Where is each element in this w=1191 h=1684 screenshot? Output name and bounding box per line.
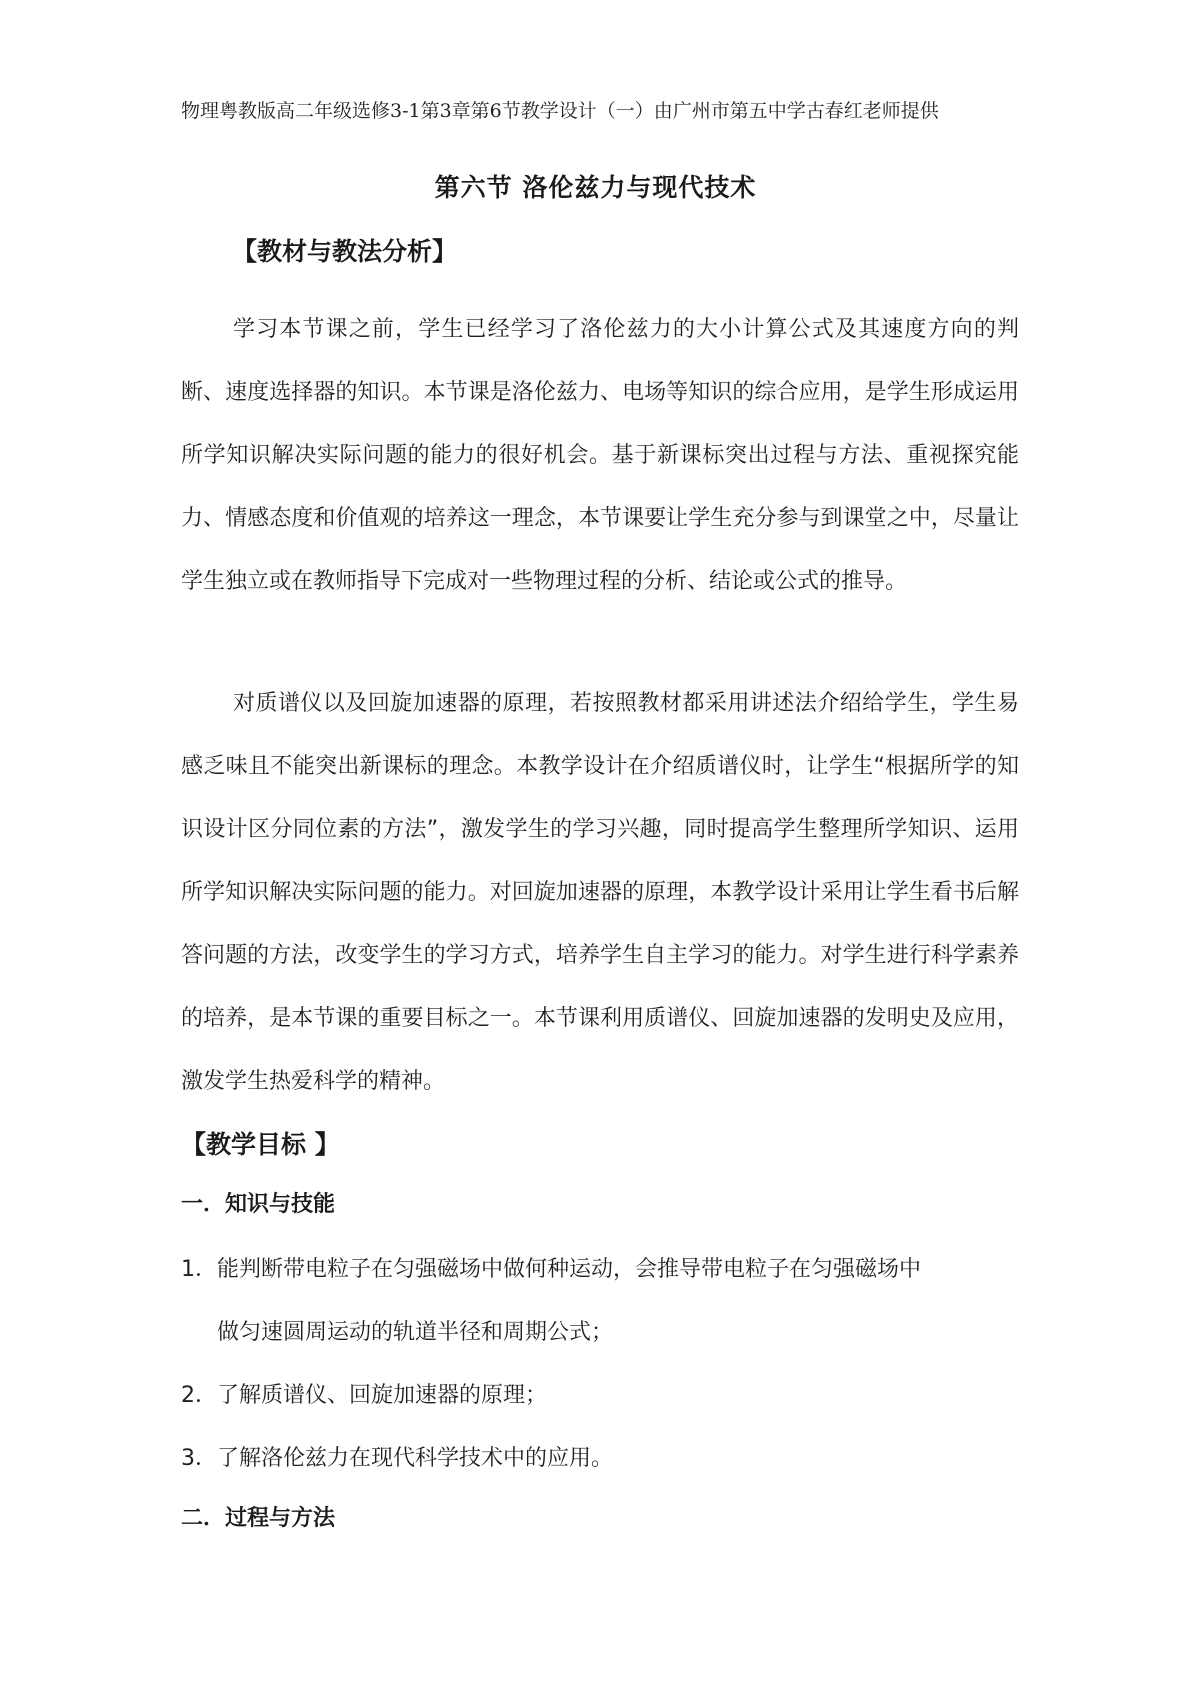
analysis-paragraph: 对质谱仪以及回旋加速器的原理，若按照教材都采用讲述法介绍给学生，学生易感乏味且不能突出新课标的理念。本教学设计在介绍质谱仪时，让学生“根据所学的知识设计区分同位素的方法”，激发学生的学习兴趣，同时提高学生整理所学知识、运用所学知识解决实际问题的能力。对回旋加速器的原理，本教学设计采用让学生看书后解答问题的方法，改变学生的学习方式，培养学生自主学习的能力。对学生进行科学素养的培养，是本节课的重要目标之一。本节课利用质谱仪、回旋加速器的发明史及应用，激发学生热爱科学的精神。 bbox=[181, 691, 1019, 1094]
goal-item: 2．了解质谱仪、回旋加速器的原理； bbox=[181, 1383, 547, 1408]
analysis-heading: 【教材与教法分析】 bbox=[232, 237, 458, 266]
process-method-heading: 二．过程与方法 bbox=[181, 1506, 336, 1531]
section-title: 第六节 洛伦兹力与现代技术 bbox=[434, 173, 757, 202]
goal-item: 1．能判断带电粒子在匀强磁场中做何种运动，会推导带电粒子在匀强磁场中 bbox=[181, 1257, 921, 1282]
goals-heading: 【教学目标 】 bbox=[181, 1130, 340, 1159]
goal-item: 3．了解洛伦兹力在现代科学技术中的应用。 bbox=[181, 1446, 613, 1471]
knowledge-skills-heading: 一．知识与技能 bbox=[181, 1192, 336, 1217]
document-header: 物理粤教版高二年级选修3-1第3章第6节教学设计（一）由广州市第五中学古春红老师提供 bbox=[181, 100, 939, 122]
goal-item-continuation: 做匀速圆周运动的轨道半径和周期公式； bbox=[217, 1320, 614, 1345]
analysis-paragraph: 学习本节课之前，学生已经学习了洛伦兹力的大小计算公式及其速度方向的判断、速度选择器的知识。本节课是洛伦兹力、电场等知识的综合应用，是学生形成运用所学知识解决实际问题的能力的很好机会。基于新课标突出过程与方法、重视探究能力、情感态度和价值观的培养这一理念，本节课要让学生充分参与到课堂之中，尽量让学生独立或在教师指导下完成对一些物理过程的分析、结论或公式的推导。 bbox=[181, 317, 1019, 594]
